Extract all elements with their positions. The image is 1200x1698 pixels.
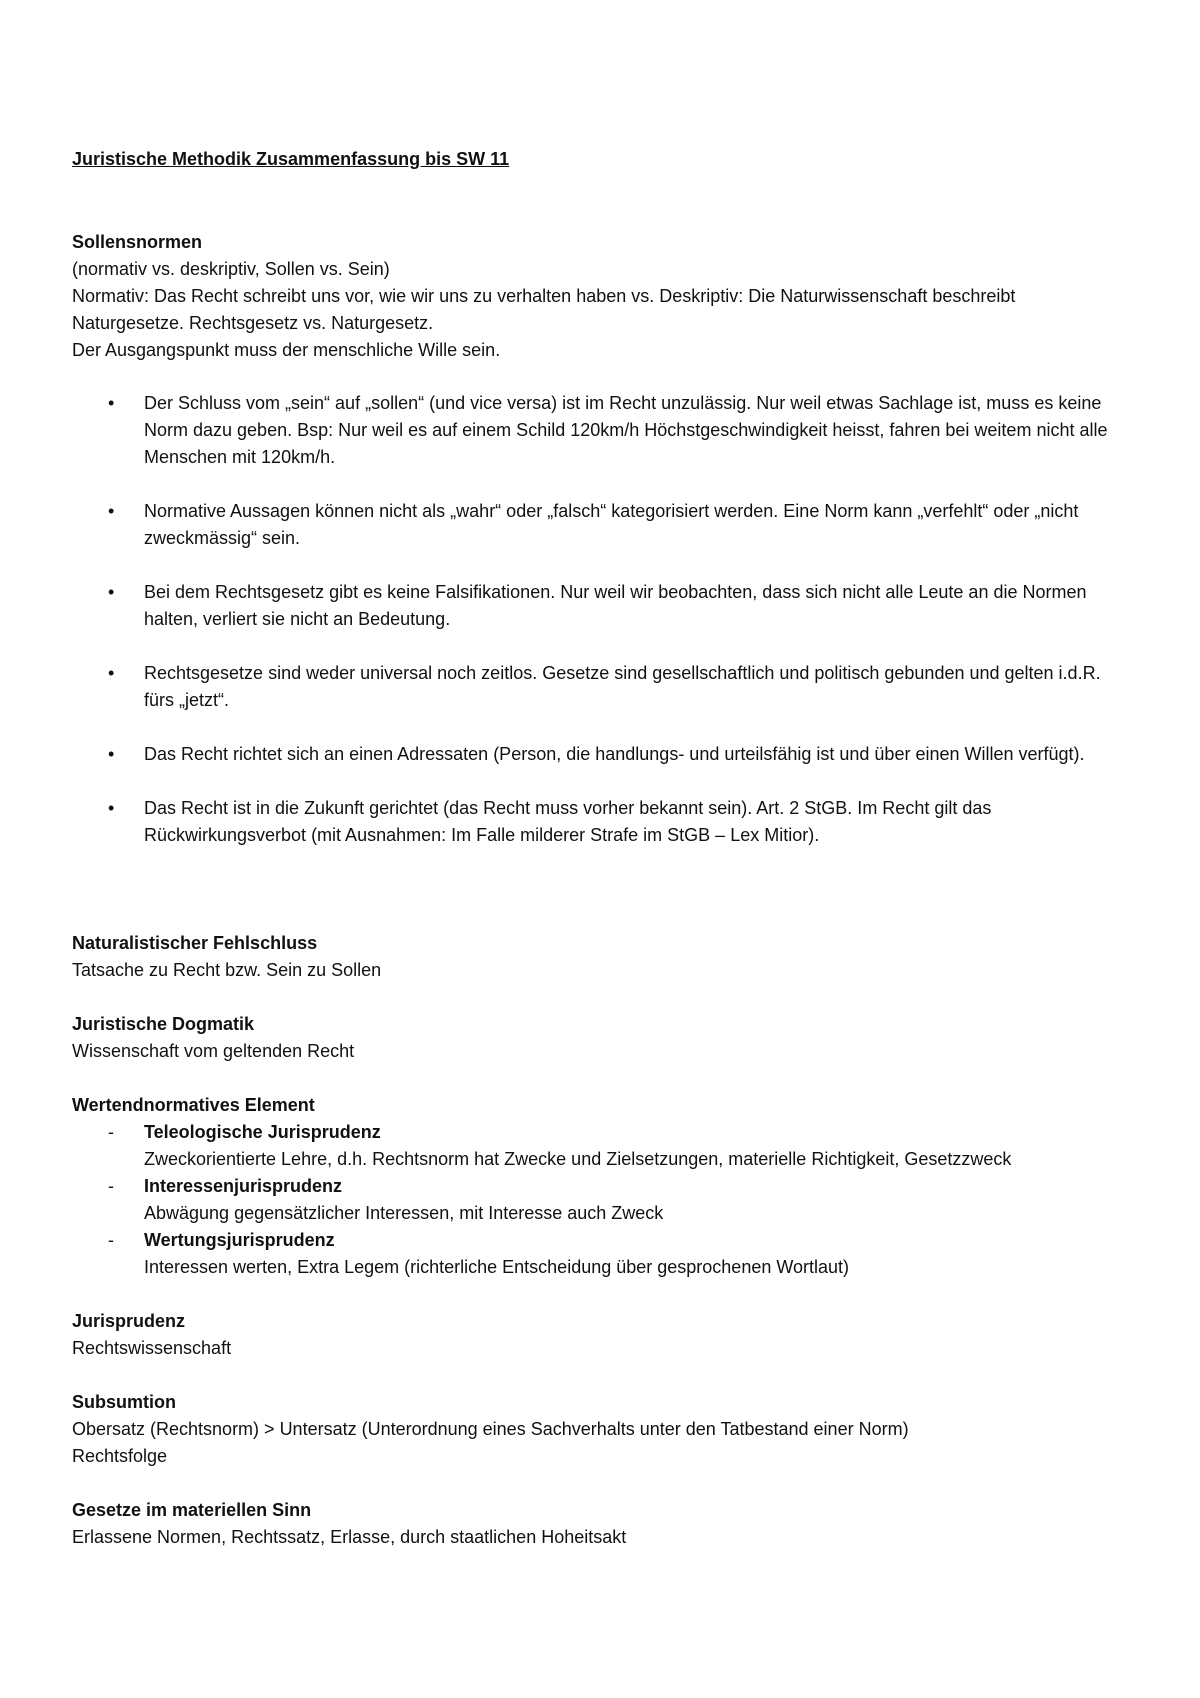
bullet-icon: • bbox=[108, 663, 115, 683]
dash-list bbox=[72, 1119, 1132, 1281]
bullet-list bbox=[72, 390, 1132, 849]
item-heading: Interessenjurisprudenz bbox=[144, 1176, 343, 1196]
list-item bbox=[72, 1173, 1132, 1227]
paragraph-line: Der Ausgangspunkt muss der menschliche Wille sein. bbox=[72, 340, 501, 360]
bullet-text: Rechtsgesetze sind weder universal noch zeitlos. Gesetze sind gesellschaftlich und politisch gebunden und gelten i.d.R. fürs „jetzt“. bbox=[144, 663, 1101, 710]
spacer bbox=[72, 876, 1132, 930]
bullet-icon: • bbox=[108, 393, 115, 413]
document-title: Juristische Methodik Zusammenfassung bis SW 11 bbox=[72, 149, 510, 169]
bullet-text: Der Schluss vom „sein“ auf „sollen“ (und vice versa) ist im Recht unzulässig. Nur weil etwas Sachlage ist, muss es keine Norm dazu geben. Bsp: Nur weil es auf einem Schild 120km/h Höchstgeschwindigkeit heisst, fahren bei weitem nicht alle Menschen mit 120km/h. bbox=[144, 393, 1108, 467]
section-text: Obersatz (Rechtsnorm) > Untersatz (Unterordnung eines Sachverhalts unter den Tatbestand einer Norm) bbox=[72, 1419, 909, 1439]
section-heading: Subsumtion bbox=[72, 1392, 176, 1412]
section-sollensnormen bbox=[72, 229, 1132, 849]
bullet-icon: • bbox=[108, 798, 115, 818]
list-item bbox=[72, 1119, 1132, 1173]
dash-icon: - bbox=[108, 1230, 114, 1250]
bullet-text: Das Recht richtet sich an einen Adressaten (Person, die handlungs- und urteilsfähig ist und über einen Willen verfügt). bbox=[144, 744, 1085, 764]
section-jurisprudenz bbox=[72, 1308, 1132, 1362]
section-heading: Naturalistischer Fehlschluss bbox=[72, 933, 318, 953]
bullet-text: Bei dem Rechtsgesetz gibt es keine Falsifikationen. Nur weil wir beobachten, dass sich nicht alle Leute an die Normen halten, verliert sie nicht an Bedeutung. bbox=[144, 582, 1087, 629]
bullet-icon: • bbox=[108, 501, 115, 521]
section-heading: Wertendnormatives Element bbox=[72, 1095, 315, 1115]
paragraph-line: (normativ vs. deskriptiv, Sollen vs. Sein) bbox=[72, 259, 390, 279]
list-item bbox=[72, 660, 1132, 714]
section-text: Tatsache zu Recht bzw. Sein zu Sollen bbox=[72, 960, 382, 980]
list-item bbox=[72, 579, 1132, 633]
section-juristische-dogmatik bbox=[72, 1011, 1132, 1065]
item-heading: Teleologische Jurisprudenz bbox=[144, 1122, 381, 1142]
bullet-icon: • bbox=[108, 744, 115, 764]
section-heading: Jurisprudenz bbox=[72, 1311, 186, 1331]
section-text: Wissenschaft vom geltenden Recht bbox=[72, 1041, 355, 1061]
section-text: Rechtswissenschaft bbox=[72, 1338, 232, 1358]
dash-icon: - bbox=[108, 1122, 114, 1142]
dash-icon: - bbox=[108, 1176, 114, 1196]
section-text: Rechtsfolge bbox=[72, 1446, 168, 1466]
item-text: Interessen werten, Extra Legem (richterliche Entscheidung über gesprochenen Wortlaut) bbox=[144, 1257, 850, 1277]
section-gesetze-materieller-sinn bbox=[72, 1497, 1132, 1551]
item-text: Abwägung gegensätzlicher Interessen, mit Interesse auch Zweck bbox=[144, 1203, 664, 1223]
list-item bbox=[72, 1227, 1132, 1281]
list-item bbox=[72, 390, 1132, 471]
bullet-icon: • bbox=[108, 582, 115, 602]
section-heading: Gesetze im materiellen Sinn bbox=[72, 1500, 312, 1520]
section-text: Erlassene Normen, Rechtssatz, Erlasse, durch staatlichen Hoheitsakt bbox=[72, 1527, 627, 1547]
document-page bbox=[72, 146, 1132, 1578]
section-heading: Juristische Dogmatik bbox=[72, 1014, 255, 1034]
list-item bbox=[72, 741, 1132, 768]
section-wertendnormatives-element bbox=[72, 1092, 1132, 1281]
section-naturalistischer-fehlschluss bbox=[72, 930, 1132, 984]
paragraph-line: Normativ: Das Recht schreibt uns vor, wie wir uns zu verhalten haben vs. Deskriptiv: Die Naturwissenschaft beschreibt Naturgesetze. Rechtsgesetz vs. Naturgesetz. bbox=[72, 286, 1016, 333]
list-item bbox=[72, 498, 1132, 552]
bullet-text: Normative Aussagen können nicht als „wahr“ oder „falsch“ kategorisiert werden. Eine Norm kann „verfehlt“ oder „nicht zweckmässig“ sein. bbox=[144, 501, 1079, 548]
section-heading: Sollensnormen bbox=[72, 232, 203, 252]
item-text: Zweckorientierte Lehre, d.h. Rechtsnorm hat Zwecke und Zielsetzungen, materielle Richtigkeit, Gesetzzweck bbox=[144, 1149, 1012, 1169]
list-item bbox=[72, 795, 1132, 849]
item-heading: Wertungsjurisprudenz bbox=[144, 1230, 335, 1250]
section-subsumtion bbox=[72, 1389, 1132, 1470]
bullet-text: Das Recht ist in die Zukunft gerichtet (das Recht muss vorher bekannt sein). Art. 2 StGB. Im Recht gilt das Rückwirkungsverbot (mit Ausnahmen: Im Falle milderer Strafe im StGB – Lex Mitior). bbox=[144, 798, 992, 845]
